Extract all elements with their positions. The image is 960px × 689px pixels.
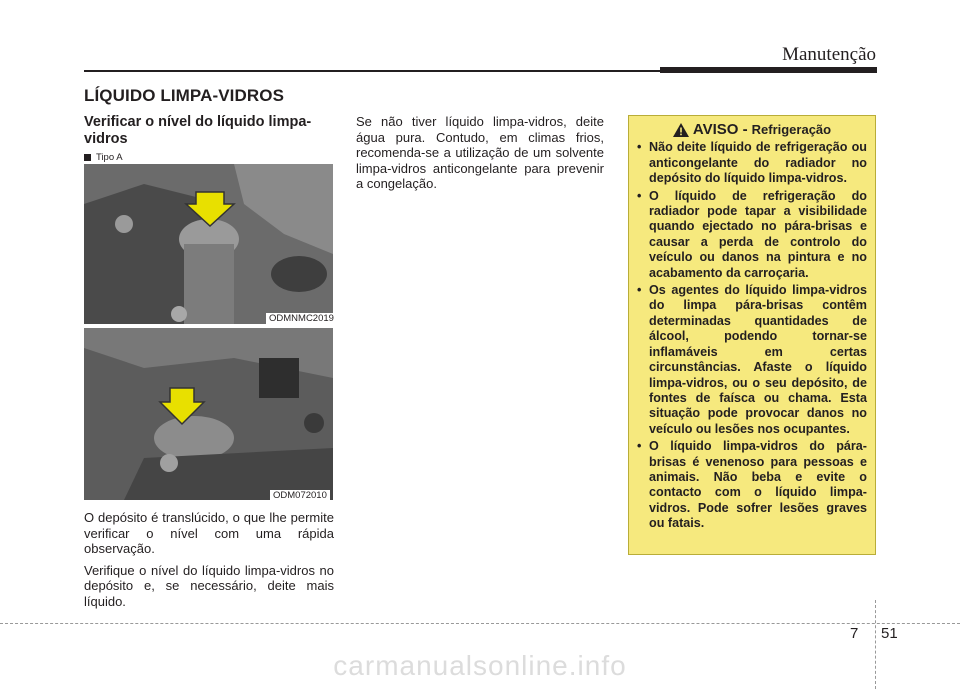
left-text [84,510,334,615]
header-rule [84,70,660,72]
watermark: carmanualsonline.info [333,650,627,681]
warning-item: • O líquido de refrigeração do radiador pode tapar a visibilidade quando ejectado no pára-brisas e causar a perda de controlo do veículo ou danos na pintura e no acabamento da carroçaria. [637,189,867,281]
warning-item: • Os agentes do líquido limpa-vidros do limpa pára-brisas contêm determinadas quantidades de álcool, podendo tornar-se inflamáveis em certas circunstâncias. Afaste o líquido limpa-vidros, ou o seu depósito, de fontes de faísca ou chama. Esta situação pode provocar danos no veículo ou lesões nos ocupantes. [637,283,867,437]
warning-title-text: AVISO - [692,121,748,138]
middle-column [356,114,604,198]
warning-box [628,115,876,555]
section-title: LÍQUIDO LIMPA-VIDROS [84,86,285,105]
paragraph: Verifique o nível do líquido limpa-vidros no depósito e, se necessário, deite mais líquido. [84,562,334,609]
paragraph: O depósito é translúcido, o que lhe permite verificar o nível com uma rápida observação. [84,510,334,556]
warning-subtitle: Refrigeração [751,122,832,137]
footer-rule [0,623,960,624]
header-bar [660,67,877,73]
warning-list [637,140,867,531]
photo-type-a [84,164,333,324]
subheading: Verificar o nível do líquido limpa-vidros [84,114,312,147]
figure-code-a: ODMNMC2019 [266,313,337,324]
chapter-number: 7 [850,625,859,642]
square-bullet-icon [84,154,91,161]
figure-label-a-text: Tipo A [96,152,123,163]
warning-title [637,122,867,137]
warning-item: • O líquido limpa-vidros do pára-brisas é venenoso para pessoas e animais. Não beba e evite o contacto com o líquido limpa-vidros. Pode sofrer lesões graves ou fatais. [637,439,867,531]
header-title: Manutenção [782,44,876,65]
left-column [84,114,334,157]
photo-type-b [84,328,333,500]
figure-label-a [84,152,123,163]
page-number: 51 [881,625,898,642]
paragraph: Se não tiver líquido limpa-vidros, deite água pura. Contudo, em climas frios, recomenda-se a utilização de um solvente limpa-vidros anticongelante para prevenir a congelação. [356,114,604,191]
warning-item: • Não deite líquido de refrigeração ou anticongelante do radiador no depósito do líquido limpa-vidros. [637,140,867,186]
figure-code-b: ODM072010 [270,490,330,501]
warning-triangle-icon [673,123,689,137]
